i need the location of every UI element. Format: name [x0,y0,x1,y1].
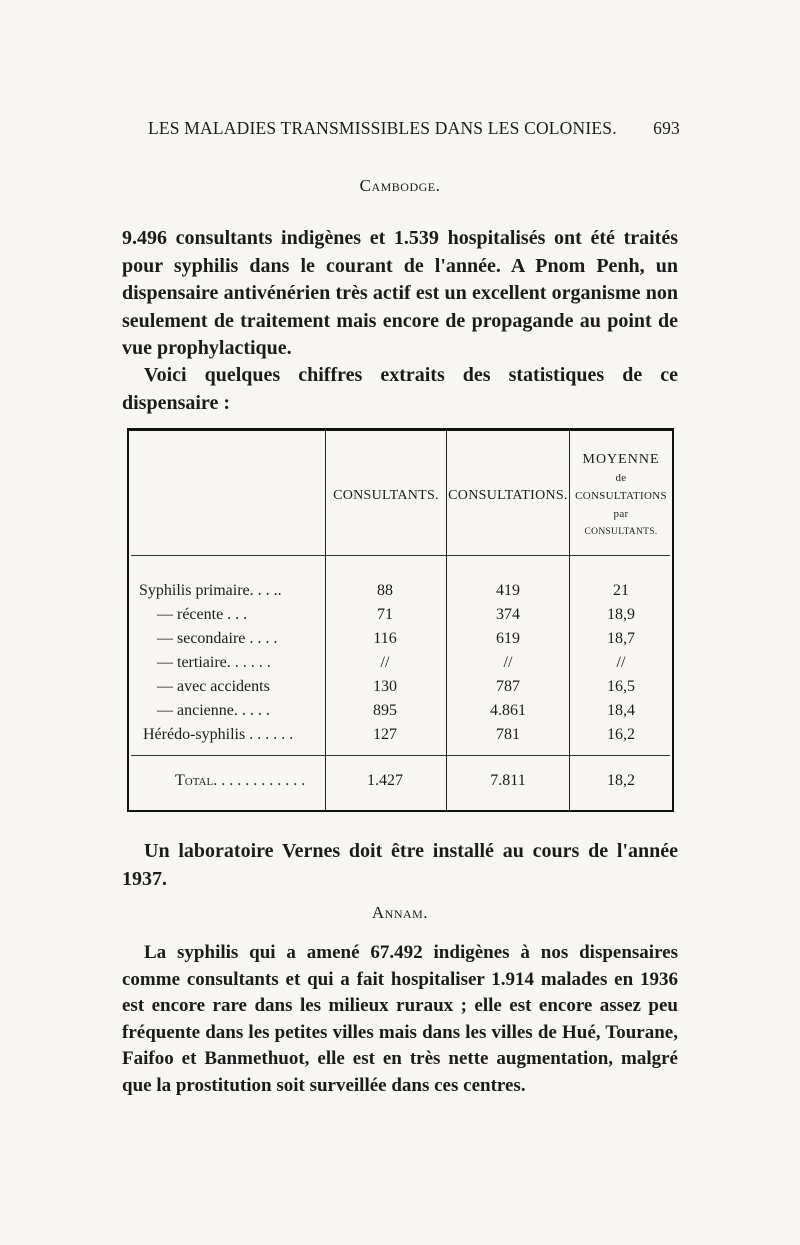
row-consultations: // [503,654,513,671]
row-consultations: 781 [496,726,520,743]
total-rule [131,755,670,756]
paragraph-text: Voici quelques chiffres extraits des statistiques de ce dispensaire : [122,364,678,414]
row-label: Syphilis primaire. . . .. [139,582,282,599]
row-moyenne: 16,5 [607,678,635,695]
paragraph-cambodge-stats-intro [122,362,678,417]
row-moyenne: 18,4 [607,702,635,719]
header-line: MOYENNE [582,452,660,467]
row-consultants: // [380,654,390,671]
row-consultants: 88 [377,582,393,599]
paragraph-annam [122,940,678,1099]
section-heading-annam: Annam. [371,903,429,922]
row-label: — secondaire . . . . [157,630,278,647]
row-label: Hérédo-syphilis . . . . . . [143,726,294,743]
column-header-consultations: CONSULTATIONS. [448,488,568,503]
row-consultations: 419 [496,582,520,599]
total-label: Total. . . . . . . . . . . . [175,772,306,789]
row-moyenne: 21 [613,582,629,599]
row-consultants: 71 [377,606,393,623]
header-rule [131,555,670,556]
header-line: par [613,508,629,520]
paragraph-cambodge-intro [122,225,678,363]
total-consultants: 1.427 [367,772,403,789]
paragraph-text: La syphilis qui a amené 67.492 indigènes à nos dispensaires comme consultants et qui a fait hospitaliser 1.914 malades en 1936 est encore rare dans les milieux ruraux ; elle est encore assez peu fréquente dans les petites villes mais dans les villes de Hué, Tourane, Faifoo et Banmethuot, elle est en très nette augmentation, malgré que la prostitution soit surveillée dans ces centres. [122,942,678,1096]
total-consultations: 7.811 [490,772,526,789]
row-consultations: 374 [496,606,520,623]
row-label: — tertiaire. . . . . . [157,654,271,671]
row-moyenne: 18,9 [607,606,635,623]
paragraph-laboratoire [122,838,678,893]
statistics-table [127,428,674,812]
row-consultants: 116 [373,630,397,647]
total-moyenne: 18,2 [607,772,635,789]
paragraph-text: Un laboratoire Vernes doit être installé au cours de l'année 1937. [122,840,678,890]
column-header-moyenne [570,451,672,541]
running-head-title: LES MALADIES TRANSMISSIBLES DANS LES COLONIES. [148,118,617,138]
column-header-consultants: CONSULTANTS. [333,488,439,503]
header-line: CONSULTATIONS [575,490,667,502]
page-number: 693 [653,118,680,138]
row-consultants: 130 [373,678,397,695]
header-line: de [615,472,627,484]
row-label: — récente . . . [157,606,248,623]
row-consultations: 4.861 [490,702,526,719]
header-line: CONSULTANTS. [584,527,658,537]
row-moyenne: 18,7 [607,630,635,647]
row-label: — ancienne. . . . . [157,702,270,719]
paragraph-text: 9.496 consultants indigènes et 1.539 hospitalisés ont été traités pour syphilis dans le courant de l'année. A Pnom Penh, un dispensaire antivénérien très actif est un excellent organisme non seulement de traitement mais encore de propagande au point de vue prophylactique. [122,227,678,359]
row-consultations: 619 [496,630,520,647]
running-head [148,118,680,139]
row-consultants: 127 [373,726,397,743]
row-moyenne: 16,2 [607,726,635,743]
row-label: — avec accidents [157,678,270,695]
row-moyenne: // [616,654,626,671]
section-heading-cambodge: Cambodge. [359,176,441,195]
row-consultants: 895 [373,702,397,719]
row-consultations: 787 [496,678,520,695]
